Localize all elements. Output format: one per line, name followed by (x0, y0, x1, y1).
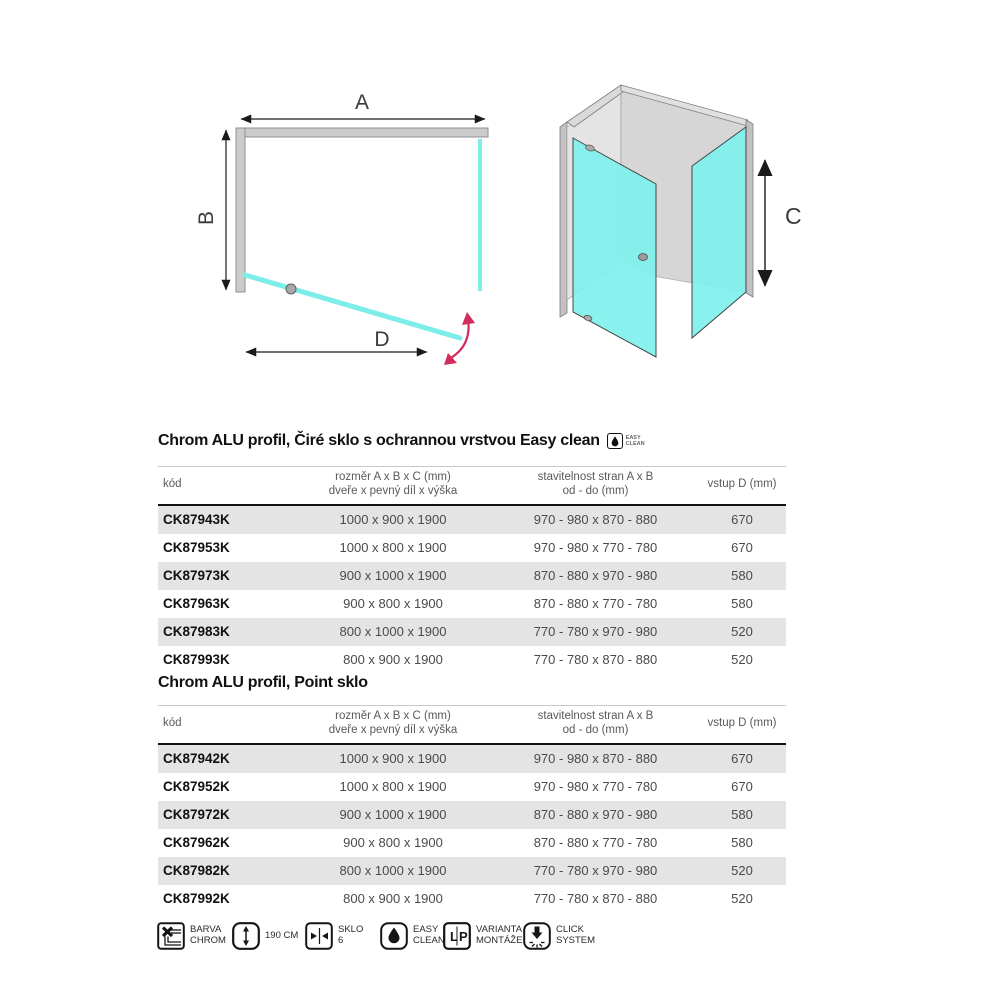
product-code: CK87982K (163, 863, 230, 879)
entry-width: 520 (731, 891, 753, 907)
legend-label: 6 (338, 935, 344, 946)
plan-view-diagram (195, 91, 488, 365)
adjustability: 770 - 780 x 870 - 880 (533, 891, 658, 907)
product-code: CK87992K (163, 891, 230, 907)
dimensions: 1000 x 900 x 1900 (339, 512, 447, 528)
spec-table-point (158, 705, 786, 913)
easy-clean-icon (380, 922, 408, 950)
table-row (158, 857, 786, 885)
dimensions: 1000 x 800 x 1900 (339, 540, 447, 556)
adjustability: 970 - 980 x 770 - 780 (533, 779, 658, 795)
dim-label-a: A (354, 91, 370, 114)
variant-letter-p: P (459, 929, 468, 944)
adjustability: 970 - 980 x 870 - 880 (533, 751, 658, 767)
legend-label: CLEAN (413, 935, 445, 946)
col-header-stavitelnost: stavitelnost stran A x B od - do (mm) (493, 706, 698, 744)
col-header-rozmer: rozměr A x B x C (mm) dveře x pevný díl x výška (293, 706, 493, 744)
product-code: CK87973K (163, 568, 230, 584)
legend-item-sklo (305, 922, 363, 950)
table-header-row (158, 706, 786, 744)
product-code: CK87953K (163, 540, 230, 556)
entry-width: 520 (731, 652, 753, 668)
dimensions: 800 x 900 x 1900 (343, 891, 443, 907)
legend-label: CHROM (190, 935, 226, 946)
dimensions: 900 x 1000 x 1900 (339, 807, 447, 823)
legend-label: EASY (413, 924, 439, 936)
legend-label: BARVA (190, 924, 222, 936)
legend-item-easy-clean (380, 922, 445, 950)
table-row (158, 562, 786, 590)
product-code: CK87963K (163, 596, 230, 612)
entry-width: 580 (731, 568, 753, 584)
entry-width: 670 (731, 751, 753, 767)
dimensions: 1000 x 800 x 1900 (339, 779, 447, 795)
table-row (158, 534, 786, 562)
product-code: CK87952K (163, 779, 230, 795)
col-header-rozmer: rozměr A x B x C (mm) dveře x pevný díl x výška (293, 467, 493, 505)
section1-heading (158, 432, 645, 450)
table-row (158, 801, 786, 829)
dimensions: 900 x 800 x 1900 (343, 835, 443, 851)
entry-width: 580 (731, 835, 753, 851)
dimensions: 800 x 1000 x 1900 (339, 863, 447, 879)
glass-6-icon (305, 922, 333, 950)
door-glass-plan (245, 275, 460, 338)
legend-item-click-system (523, 922, 595, 950)
product-code: CK87972K (163, 807, 230, 823)
product-code: CK87942K (163, 751, 230, 767)
legend-label: SKLO (338, 924, 364, 936)
badge-line1: EASY (625, 434, 641, 441)
dimensions: 800 x 900 x 1900 (343, 652, 443, 668)
legend-label: CLICK (556, 924, 584, 936)
iso-right-profile (746, 120, 753, 297)
easy-clean-badge (607, 433, 645, 449)
dim-label-b: B (195, 210, 218, 226)
entry-width: 580 (731, 807, 753, 823)
adjustability: 970 - 980 x 870 - 880 (533, 512, 658, 528)
door-knob-iso (639, 254, 648, 261)
table-row (158, 885, 786, 913)
col-header-kod: kód (158, 467, 293, 505)
iso-view-diagram (560, 85, 802, 357)
legend-label: VARIANTA (476, 924, 523, 936)
col-header-stavitelnost: stavitelnost stran A x B od - do (mm) (493, 467, 698, 505)
legend-label: MONTÁŽE (476, 935, 523, 946)
adjustability: 770 - 780 x 970 - 980 (533, 863, 658, 879)
dim-label-d: D (374, 328, 390, 351)
col-header-vstup: vstup D (mm) (698, 467, 786, 505)
table-row (158, 618, 786, 646)
entry-width: 670 (731, 512, 753, 528)
adjustability: 770 - 780 x 870 - 880 (533, 652, 658, 668)
legend-item-barva-chrom (157, 922, 226, 950)
product-code: CK87983K (163, 624, 230, 640)
dimensions: 900 x 800 x 1900 (343, 596, 443, 612)
legend-item-varianta (443, 922, 522, 950)
entry-width: 670 (731, 779, 753, 795)
entry-width: 670 (731, 540, 753, 556)
product-code: CK87993K (163, 652, 230, 668)
adjustability: 970 - 980 x 770 - 780 (533, 540, 658, 556)
product-code: CK87943K (163, 512, 230, 528)
adjustability: 870 - 880 x 970 - 980 (533, 807, 658, 823)
height-190-icon (232, 922, 260, 950)
adjustability: 870 - 880 x 770 - 780 (533, 596, 658, 612)
adjustability: 870 - 880 x 770 - 780 (533, 835, 658, 851)
section1-title: Chrom ALU profil, Čiré sklo s ochrannou vrstvou Easy clean (158, 432, 600, 449)
adjustability: 770 - 780 x 970 - 980 (533, 624, 658, 640)
entry-width: 580 (731, 596, 753, 612)
dimensions: 800 x 1000 x 1900 (339, 624, 447, 640)
barva-chrom-icon (157, 922, 185, 950)
spec-table-easy-clean (158, 466, 786, 674)
dimensions: 1000 x 900 x 1900 (339, 751, 447, 767)
table-row (158, 646, 786, 674)
wall-profile-top (236, 128, 488, 137)
section2-heading (158, 674, 368, 692)
wall-profile-left (236, 128, 245, 292)
badge-line2: CLEAN (625, 441, 645, 447)
legend-item-height (232, 922, 298, 950)
section2-title: Chrom ALU profil, Point sklo (158, 674, 368, 691)
entry-width: 520 (731, 863, 753, 879)
col-header-kod: kód (158, 706, 293, 744)
table-row (158, 590, 786, 618)
variant-letter-l: L (450, 929, 458, 944)
technical-diagrams (0, 0, 1000, 420)
table-row (158, 829, 786, 857)
adjustability: 870 - 880 x 970 - 980 (533, 568, 658, 584)
table-row (158, 744, 786, 773)
click-system-icon (523, 922, 551, 950)
mount-variant-icon (443, 922, 471, 950)
legend-label: 190 CM (265, 929, 299, 941)
door-knob-plan (286, 284, 296, 294)
table-header-row (158, 467, 786, 505)
legend-label: SYSTEM (556, 935, 596, 946)
product-code: CK87962K (163, 835, 230, 851)
dim-label-c: C (785, 203, 802, 229)
entry-width: 520 (731, 624, 753, 640)
dimensions: 900 x 1000 x 1900 (339, 568, 447, 584)
table-row (158, 773, 786, 801)
table-row (158, 505, 786, 534)
iso-left-wall-edge (560, 122, 567, 317)
col-header-vstup: vstup D (mm) (698, 706, 786, 744)
easy-clean-drop-icon (607, 433, 623, 449)
